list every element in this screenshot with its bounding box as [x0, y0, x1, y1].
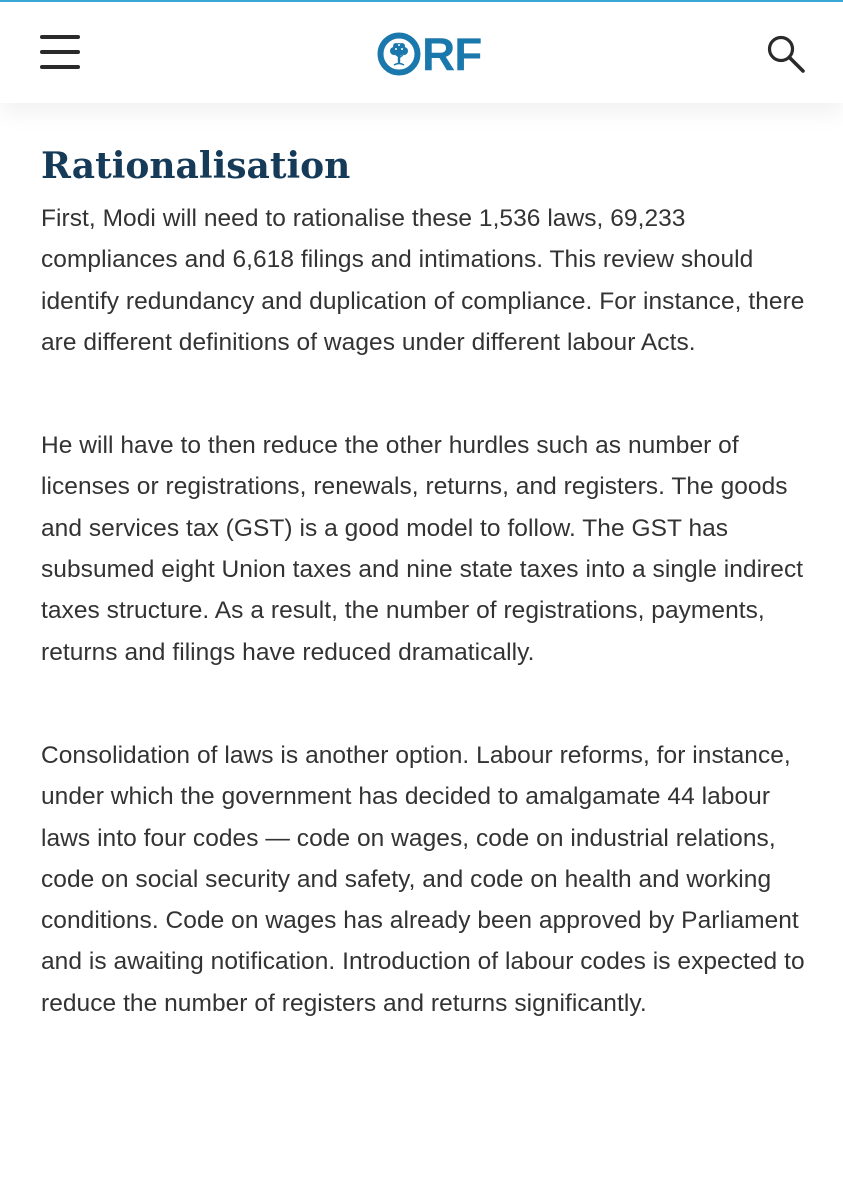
- menu-line: [40, 50, 80, 54]
- article-body: [41, 140, 811, 1024]
- section-title: Rationalisation: [41, 145, 351, 187]
- tree-logo-icon: [377, 32, 421, 76]
- orf-logo[interactable]: [377, 29, 481, 79]
- article-paragraph: First, Modi will need to rationalise these 1,536 laws, 69,233 compliances and 6,618 filings and intimations. This review should identify redundancy and duplication of compliance. For instance, there are different definitions of wages under different labour Acts.: [41, 205, 805, 356]
- hamburger-menu-icon[interactable]: [40, 35, 80, 73]
- article-paragraph: Consolidation of laws is another option. Labour reforms, for instance, under which the government has decided to amalgamate 44 labour laws into four codes — code on wages, code on industrial relations, code on social security and safety, and code on health and working conditions. Code on wages has already been approved by Parliament and is awaiting notification. Introduction of labour codes is expected to reduce the number of registers and returns significantly.: [41, 741, 805, 1017]
- search-icon[interactable]: [766, 34, 806, 74]
- logo-text: RF: [422, 28, 482, 80]
- menu-line: [40, 35, 80, 39]
- article-paragraph: He will have to then reduce the other hurdles such as number of licenses or registrations, renewals, returns, and registers. The goods and services tax (GST) is a good model to follow. The GST has subsumed eight Union taxes and nine state taxes into a single indirect taxes structure. As a result, the number of registrations, payments, returns and filings have reduced dramatically.: [41, 432, 804, 666]
- menu-line: [40, 65, 80, 69]
- site-header: [0, 2, 843, 103]
